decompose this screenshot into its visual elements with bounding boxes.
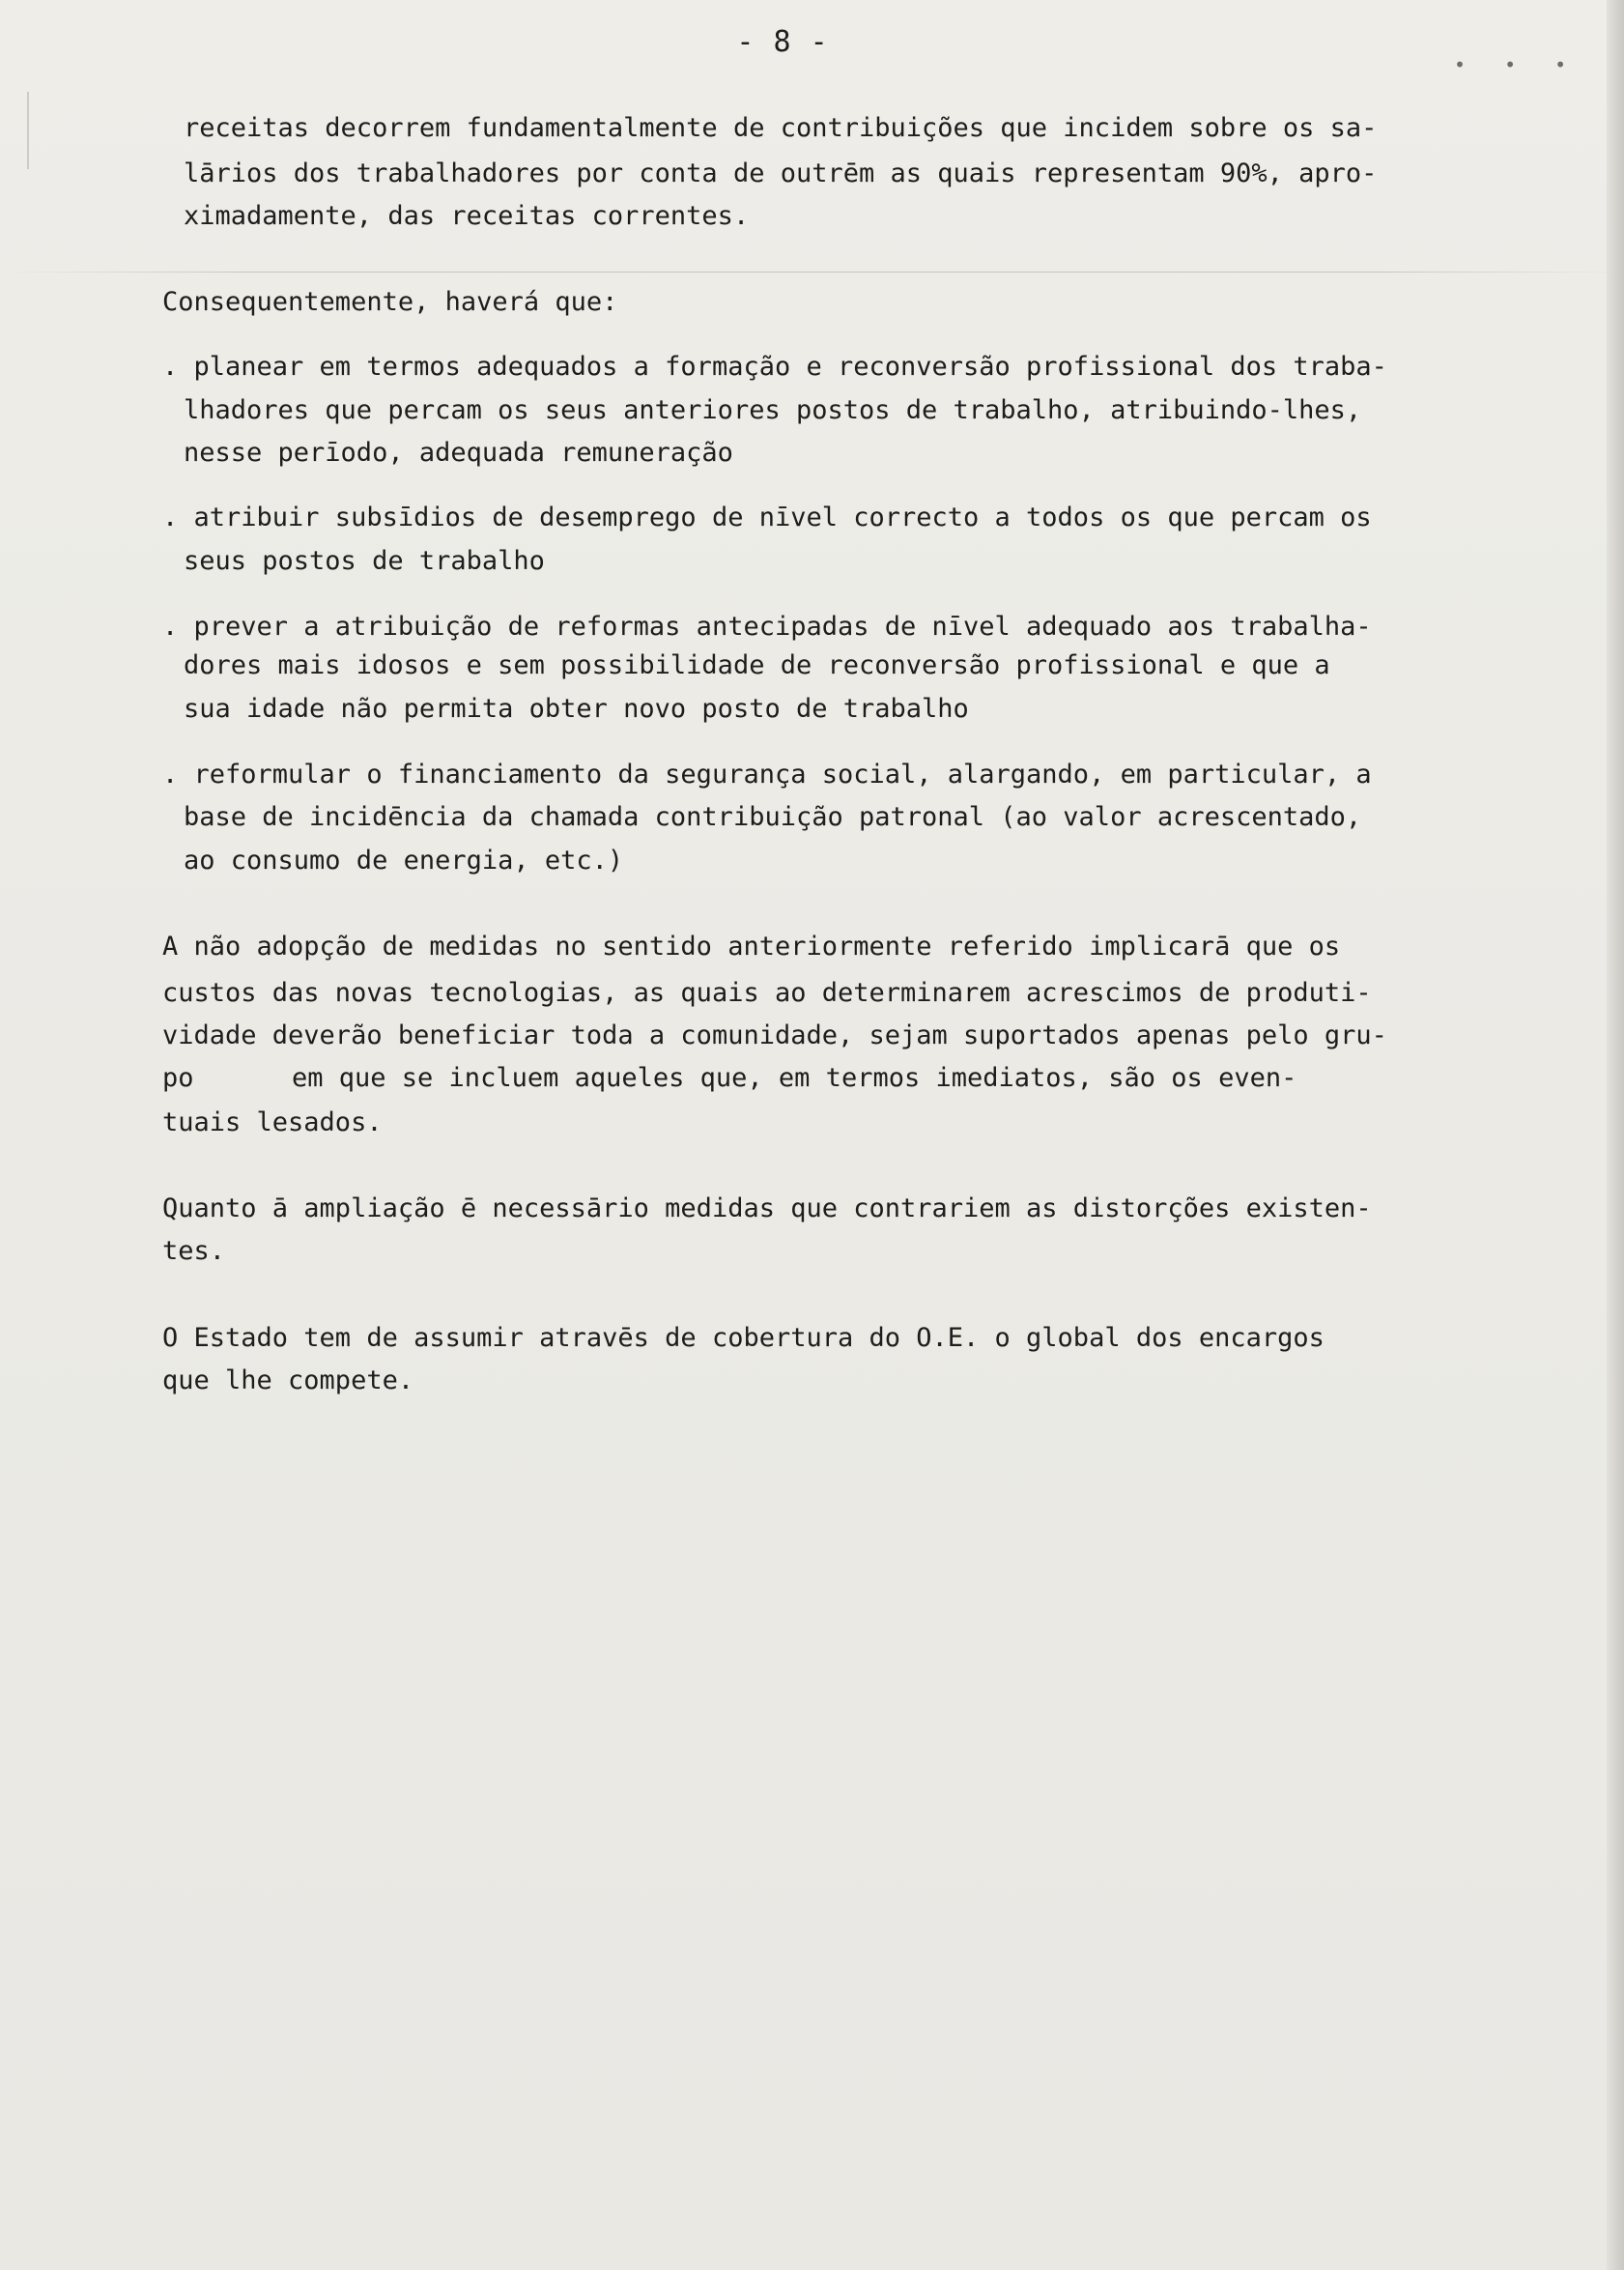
paragraph-3-line-1: A não adopção de medidas no sentido anteriormente referido implicarā que os bbox=[162, 932, 1341, 962]
bullet-4-line-2: base de incidēncia da chamada contribuição patronal (ao valor acrescentado, bbox=[184, 802, 1362, 832]
fold-line bbox=[0, 272, 1624, 273]
paragraph-1-line-1: receitas decorrem fundamentalmente de contribuições que incidem sobre os sa- bbox=[184, 113, 1378, 143]
paragraph-3-line-4-start: po bbox=[162, 1063, 194, 1093]
bullet-1-line-1: . planear em termos adequados a formação e reconversão profissional dos traba- bbox=[162, 352, 1387, 382]
bullet-3-line-3: sua idade não permita obter novo posto de trabalho bbox=[184, 694, 969, 724]
bullet-3-line-2: dores mais idosos e sem possibilidade de reconversão profissional e que a bbox=[184, 650, 1330, 680]
bullet-1-line-2: lhadores que percam os seus anteriores postos de trabalho, atribuindo-lhes, bbox=[184, 395, 1362, 425]
bullet-1-line-3: nesse perīodo, adequada remuneração bbox=[184, 438, 733, 468]
paragraph-5-line-2: que lhe compete. bbox=[162, 1365, 414, 1395]
paragraph-3-line-4-end: em que se incluem aqueles que, em termos imediatos, são os even- bbox=[292, 1063, 1297, 1093]
bullet-3-line-1: . prever a atribuição de reformas antecipadas de nīvel adequado aos trabalha- bbox=[162, 612, 1372, 642]
consequently-intro: Consequentemente, haverá que: bbox=[162, 287, 618, 317]
page-number: - 8 - bbox=[736, 25, 829, 59]
paragraph-1-line-3: ximadamente, das receitas correntes. bbox=[184, 201, 750, 231]
paragraph-3-line-2: custos das novas tecnologias, as quais ao determinarem acrescimos de produti- bbox=[162, 978, 1372, 1008]
paragraph-4-line-2: tes. bbox=[162, 1236, 226, 1266]
page-edge-shadow bbox=[1607, 0, 1624, 2270]
corner-marks: • • • bbox=[1454, 53, 1581, 76]
paragraph-4-line-1: Quanto ā ampliação ē necessārio medidas que contrariem as distorções existen- bbox=[162, 1193, 1372, 1223]
paragraph-3-line-5: tuais lesados. bbox=[162, 1107, 383, 1137]
paragraph-1-line-2: lārios dos trabalhadores por conta de outrēm as quais representam 90%, apro- bbox=[184, 158, 1378, 188]
margin-mark bbox=[27, 92, 29, 169]
paragraph-3-line-3: vidade deverão beneficiar toda a comunidade, sejam suportados apenas pelo gru- bbox=[162, 1020, 1387, 1050]
paragraph-5-line-1: O Estado tem de assumir atravēs de cobertura do O.E. o global dos encargos bbox=[162, 1323, 1325, 1353]
bullet-2-line-1: . atribuir subsīdios de desemprego de nīvel correcto a todos os que percam os bbox=[162, 503, 1372, 532]
bullet-4-line-1: . reformular o financiamento da segurança social, alargando, em particular, a bbox=[162, 760, 1372, 790]
bullet-2-line-2: seus postos de trabalho bbox=[184, 546, 545, 576]
bullet-4-line-3: ao consumo de energia, etc.) bbox=[184, 846, 624, 876]
